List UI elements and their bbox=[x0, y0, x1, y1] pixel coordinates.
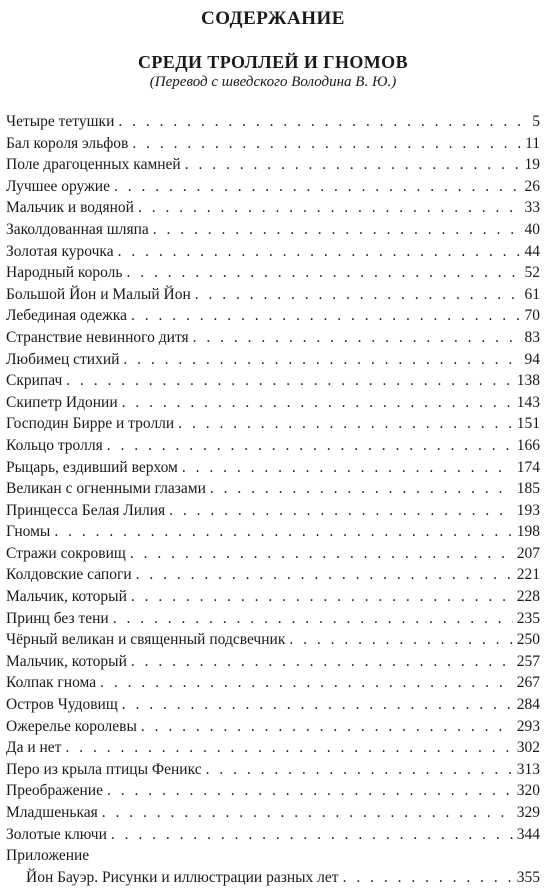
toc-entry bbox=[6, 392, 540, 414]
toc-entry bbox=[6, 629, 540, 651]
dot-leader bbox=[118, 241, 521, 263]
entry-title: Рыцарь, ездивший верхом bbox=[6, 458, 178, 476]
dot-leader bbox=[130, 543, 513, 565]
entry-title: Скрипач bbox=[6, 372, 63, 390]
entry-title: Принцесса Белая Лилия bbox=[6, 501, 166, 519]
toc-entry bbox=[6, 241, 540, 263]
entry-page-number: 284 bbox=[516, 696, 540, 714]
entry-title: Кольцо тролля bbox=[6, 436, 103, 454]
toc-entry bbox=[6, 824, 540, 846]
entry-page-number: 207 bbox=[516, 544, 540, 562]
entry-page-number: 40 bbox=[524, 220, 540, 238]
translator-note: (Перевод с шведского Володина В. Ю.) bbox=[149, 74, 397, 90]
dot-leader bbox=[131, 651, 513, 673]
toc-entry bbox=[6, 500, 540, 522]
dot-leader bbox=[102, 802, 513, 824]
toc-entry bbox=[6, 780, 540, 802]
entry-page-number: 94 bbox=[524, 350, 540, 368]
dot-leader bbox=[118, 111, 522, 133]
entry-page-number: 143 bbox=[516, 393, 540, 411]
dot-leader bbox=[138, 197, 521, 219]
dot-leader bbox=[136, 564, 513, 586]
entry-page-number: 61 bbox=[524, 285, 540, 303]
entry-title: Лучшее оружие bbox=[6, 177, 110, 195]
entry-page-number: 166 bbox=[516, 436, 540, 454]
dot-leader bbox=[123, 349, 520, 371]
toc-entry bbox=[6, 435, 540, 457]
dot-leader bbox=[65, 737, 512, 759]
entry-title: Народный король bbox=[6, 264, 123, 282]
toc-entry bbox=[6, 154, 540, 176]
entry-title: Чёрный великан и священный подсвечник bbox=[6, 631, 286, 649]
toc-entry bbox=[6, 478, 540, 500]
dot-leader bbox=[169, 500, 513, 522]
entry-title: Золотые ключи bbox=[6, 825, 107, 843]
toc-entry bbox=[6, 759, 540, 781]
dot-leader bbox=[122, 694, 513, 716]
toc-entry bbox=[6, 521, 540, 543]
entry-title: Да и нет bbox=[6, 739, 62, 757]
dot-leader bbox=[210, 478, 513, 500]
dot-leader bbox=[178, 413, 513, 435]
toc-entry bbox=[6, 716, 540, 738]
entry-page-number: 267 bbox=[516, 674, 540, 692]
entry-title: Стражи сокровищ bbox=[6, 544, 126, 562]
dot-leader bbox=[100, 672, 513, 694]
dot-leader bbox=[289, 629, 512, 651]
entry-title: Перо из крыла птицы Феникс bbox=[6, 760, 202, 778]
toc-entry bbox=[6, 694, 540, 716]
entry-title: Колпак гнома bbox=[6, 674, 97, 692]
toc-entry bbox=[6, 370, 540, 392]
entry-title: Йон Бауэр. Рисунки и иллюстрации разных лет bbox=[26, 868, 339, 886]
entry-title: Поле драгоценных камней bbox=[6, 156, 181, 174]
entry-title: Скипетр Идонии bbox=[6, 393, 118, 411]
entry-page-number: 235 bbox=[516, 609, 540, 627]
dot-leader bbox=[107, 435, 513, 457]
dot-leader bbox=[343, 867, 513, 888]
dot-leader bbox=[127, 262, 521, 284]
dot-leader bbox=[131, 305, 521, 327]
dot-leader bbox=[132, 133, 521, 155]
toc-entry bbox=[6, 586, 540, 608]
entry-page-number: 174 bbox=[516, 458, 540, 476]
entry-page-number: 151 bbox=[516, 415, 540, 433]
entry-page-number: 26 bbox=[524, 177, 540, 195]
entry-title: Мальчик и водяной bbox=[6, 199, 134, 217]
dot-leader bbox=[122, 392, 513, 414]
toc-entry bbox=[6, 413, 540, 435]
entry-page-number: 355 bbox=[516, 868, 540, 886]
entry-page-number: 19 bbox=[524, 156, 540, 174]
toc-entry bbox=[6, 262, 540, 284]
entry-title: Колдовские сапоги bbox=[6, 566, 132, 584]
toc-entry bbox=[6, 327, 540, 349]
entry-page-number: 138 bbox=[516, 372, 540, 390]
entry-title: Четыре тетушки bbox=[6, 113, 115, 130]
entry-page-number: 293 bbox=[516, 717, 540, 735]
entry-page-number: 221 bbox=[516, 566, 540, 584]
entry-page-number: 193 bbox=[516, 501, 540, 519]
toc-entry bbox=[6, 651, 540, 673]
entry-page-number: 185 bbox=[516, 480, 540, 498]
entry-title: Господин Бирре и тролли bbox=[6, 415, 175, 433]
entry-page-number: 44 bbox=[524, 242, 540, 260]
dot-leader bbox=[107, 780, 513, 802]
entry-page-number: 302 bbox=[516, 739, 540, 757]
dot-leader bbox=[131, 586, 513, 608]
entry-page-number: 83 bbox=[524, 328, 540, 346]
toc-entry bbox=[6, 219, 540, 241]
entry-page-number: 52 bbox=[524, 264, 540, 282]
toc-entry bbox=[6, 176, 540, 198]
entry-page-number: 198 bbox=[516, 523, 540, 541]
entry-title: Бал короля эльфов bbox=[6, 134, 129, 152]
section-title: СРЕДИ ТРОЛЛЕЙ И ГНОМОВ bbox=[138, 52, 408, 72]
dot-leader bbox=[182, 457, 513, 479]
entry-title: Заколдованная шляпа bbox=[6, 220, 149, 238]
toc-entry bbox=[6, 608, 540, 630]
entry-title: Большой Йон и Малый Йон bbox=[6, 285, 191, 303]
entry-page-number: 11 bbox=[525, 134, 540, 152]
entry-page-number: 228 bbox=[516, 588, 540, 606]
entry-title: Принц без тени bbox=[6, 609, 109, 627]
dot-leader bbox=[114, 176, 521, 198]
entry-page-number: 33 bbox=[524, 199, 540, 217]
dot-leader bbox=[185, 154, 521, 176]
toc-entry bbox=[6, 111, 540, 133]
entry-page-number: 320 bbox=[516, 782, 540, 800]
dot-leader bbox=[54, 521, 512, 543]
dot-leader bbox=[195, 284, 521, 306]
toc-entry bbox=[6, 737, 540, 759]
entry-title: Великан с огненными глазами bbox=[6, 480, 206, 498]
entry-page-number: 313 bbox=[516, 760, 540, 778]
toc-entry bbox=[6, 133, 540, 155]
entry-title: Ожерелье королевы bbox=[6, 717, 137, 735]
entry-title: Гномы bbox=[6, 523, 51, 541]
toc-entry bbox=[6, 457, 540, 479]
dot-leader bbox=[141, 716, 513, 738]
dot-leader bbox=[153, 219, 521, 241]
entry-page-number: 5 bbox=[532, 113, 540, 130]
toc-list bbox=[6, 111, 540, 888]
toc-entry bbox=[6, 867, 540, 888]
dot-leader bbox=[66, 370, 512, 392]
entry-title: Золотая курочка bbox=[6, 242, 114, 260]
toc-entry bbox=[6, 543, 540, 565]
entry-title: Лебединая одежка bbox=[6, 307, 127, 325]
toc-entry bbox=[6, 197, 540, 219]
entry-title: Любимец стихий bbox=[6, 350, 120, 368]
entry-title: Мальчик, который bbox=[6, 652, 127, 670]
dot-leader bbox=[193, 327, 521, 349]
entry-title: Преображение bbox=[6, 782, 103, 800]
page-title: СОДЕРЖАНИЕ bbox=[201, 8, 345, 29]
toc-entry bbox=[6, 802, 540, 824]
entry-page-number: 344 bbox=[516, 825, 540, 843]
entry-page-number: 250 bbox=[516, 631, 540, 649]
toc-entry bbox=[6, 305, 540, 327]
entry-page-number: 257 bbox=[516, 652, 540, 670]
entry-page-number: 70 bbox=[524, 307, 540, 325]
toc-entry bbox=[6, 564, 540, 586]
entry-title: Остров Чудовищ bbox=[6, 696, 118, 714]
entry-title: Младшенькая bbox=[6, 804, 98, 821]
appendix-label: Приложение bbox=[6, 847, 90, 865]
entry-title: Странствие невинного дитя bbox=[6, 328, 189, 346]
toc-entry bbox=[6, 672, 540, 694]
entry-title: Мальчик, который bbox=[6, 588, 127, 606]
toc-entry bbox=[6, 349, 540, 371]
dot-leader bbox=[206, 759, 513, 781]
toc-entry bbox=[6, 284, 540, 306]
dot-leader bbox=[113, 608, 513, 630]
entry-page-number: 329 bbox=[516, 804, 540, 821]
dot-leader bbox=[111, 824, 513, 846]
